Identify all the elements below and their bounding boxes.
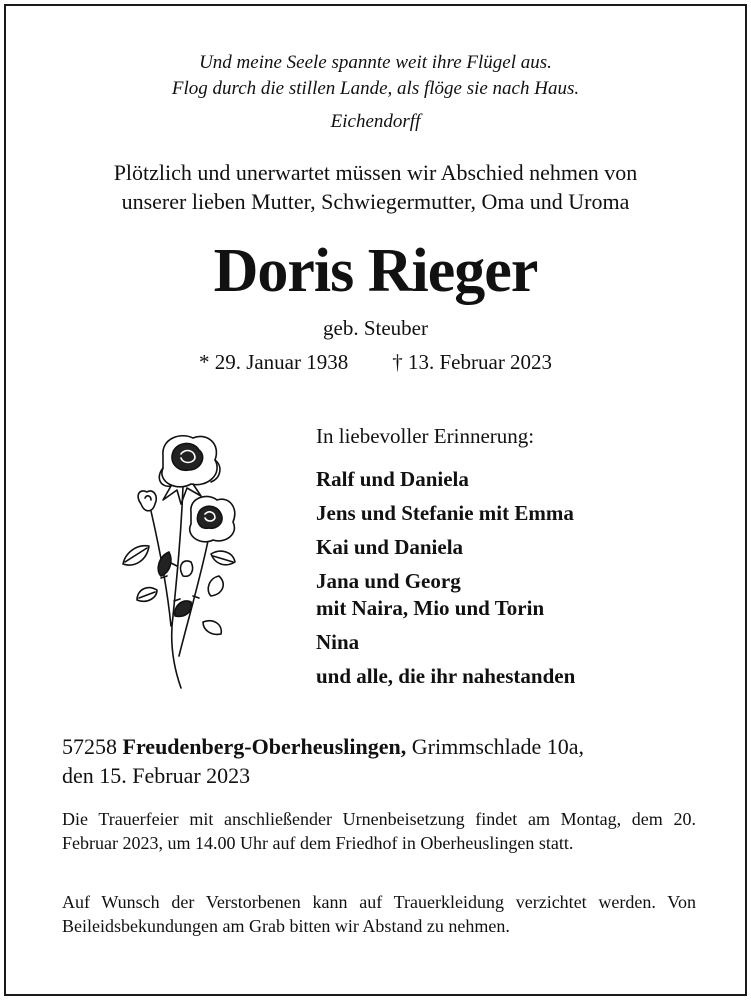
mourner-entry (316, 500, 575, 527)
mourner-line: Kai und Daniela (316, 535, 464, 559)
rose-icon (111, 426, 251, 696)
mourner-entry (316, 663, 575, 690)
intro-text (6, 158, 745, 216)
mourner-line: Jens und Stefanie mit Emma (316, 501, 574, 525)
attire-note: Auf Wunsch der Verstorbenen kann auf Trauerkleidung verzichtet werden. Von Beileidsbekundungen am Grab bitten wir Abstand zu nehmen. (62, 892, 696, 936)
birth-date: * 29. Januar 1938 (198, 350, 349, 374)
notice-date: den 15. Februar 2023 (62, 763, 251, 788)
mourner-line: und alle, die ihr nahestanden (316, 664, 576, 688)
maiden-name: geb. Steuber (323, 316, 428, 340)
mourner-line: Nina (316, 630, 360, 654)
postcode: 57258 (62, 734, 117, 759)
mourner-entry (316, 629, 575, 656)
deceased-name: Doris Rieger (213, 237, 538, 305)
address-line (62, 732, 584, 761)
intro-line: Plötzlich und unerwartet müssen wir Abschied nehmen von (113, 160, 638, 185)
address-block (62, 732, 584, 790)
mourner-entry (316, 568, 575, 622)
town: Freudenberg-Oberheuslingen, (122, 734, 407, 759)
mourner-line: mit Naira, Mio und Torin (316, 596, 545, 620)
mourner-entry (316, 466, 575, 493)
memory-heading: In liebevoller Erinnerung: (316, 424, 535, 448)
poem-line: Flog durch die stillen Lande, als flöge sie nach Haus. (171, 78, 580, 99)
life-dates (6, 350, 745, 375)
death-date: † 13. Februar 2023 (392, 350, 553, 374)
poem-line: Und meine Seele spannte weit ihre Flügel aus. (199, 52, 552, 73)
mourners-list (316, 466, 575, 697)
mourner-entry (316, 534, 575, 561)
poem (6, 50, 745, 102)
intro-line: unserer lieben Mutter, Schwiegermutter, Oma und Uroma (121, 189, 630, 214)
mourner-line: Jana und Georg (316, 569, 461, 593)
obituary-notice (4, 4, 747, 996)
mourner-line: Ralf und Daniela (316, 467, 469, 491)
street: Grimmschlade 10a, (411, 734, 585, 759)
funeral-info: Die Trauerfeier mit anschließender Urnenbeisetzung findet am Montag, dem 20. Februar 2023, um 14.00 Uhr auf dem Friedhof in Oberheuslingen statt. (62, 809, 696, 853)
poem-author: Eichendorff (330, 111, 421, 132)
